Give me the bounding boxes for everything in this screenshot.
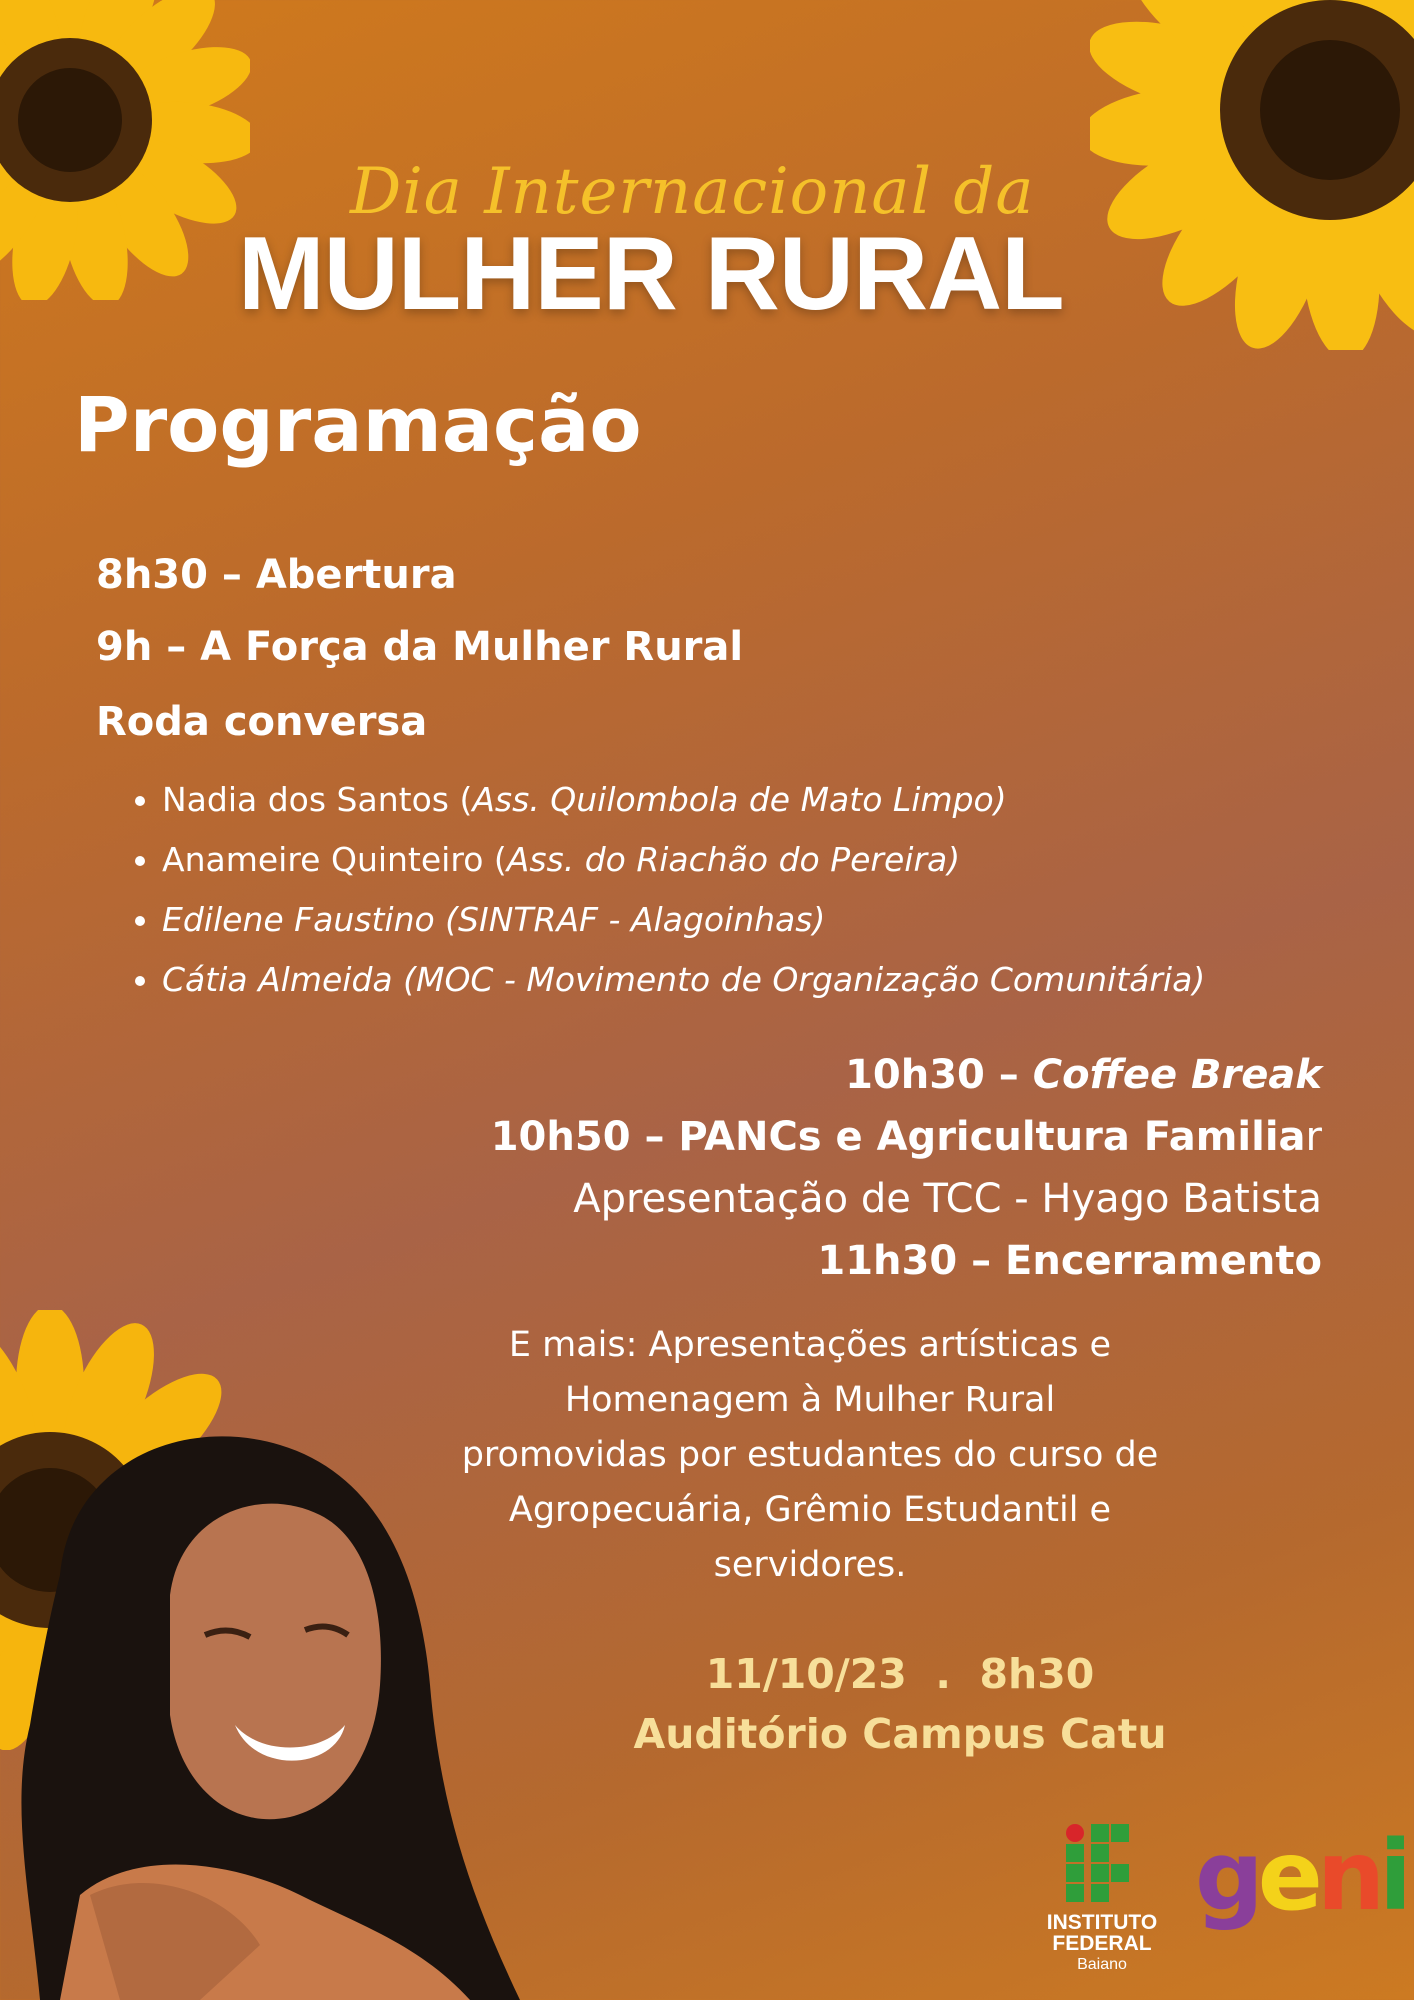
coffee-label: Coffee Break	[1032, 1052, 1322, 1098]
schedule-label: Abertura	[255, 552, 457, 598]
roda-conversa-heading: Roda conversa	[96, 699, 428, 745]
schedule-time: 9h	[96, 624, 153, 670]
header-subtitle: Dia Internacional da	[350, 155, 1035, 229]
if-baiano-logo	[1032, 1822, 1172, 1975]
if-logo-text: INSTITUTO FEDERAL Baiano	[1046, 1911, 1158, 1973]
more-info: E mais: Apresentações artísticas e Homenagem à Mulher Rural promovidas por estudantes do curso de Agropecuária, Grêmio Estudantil e servidores.	[461, 1325, 1159, 1585]
schedule-item-closing: 11h30 – Encerramento	[817, 1238, 1322, 1284]
sunflower-top-left-icon	[0, 0, 250, 300]
event-place: Auditório Campus Catu	[633, 1710, 1167, 1758]
schedule-item-forca: 9h – A Força da Mulher Rural	[96, 624, 744, 670]
list-item: • Nadia dos Santos (Ass. Quilombola de Mato Limpo)	[162, 775, 1362, 835]
tcc-line: Apresentação de TCC - Hyago Batista	[573, 1176, 1322, 1222]
geni-logo: geni	[1195, 1820, 1407, 1932]
list-item: • Edilene Faustino (SINTRAF - Alagoinhas)	[162, 895, 1362, 955]
page-title: MULHER RURAL	[238, 216, 1064, 332]
if-logo-icon	[1032, 1822, 1172, 1908]
schedule-item-coffee: 10h30 – Coffee Break	[845, 1052, 1322, 1098]
event-date: 11/10/23 . 8h30	[705, 1650, 1095, 1698]
program-heading: Programação	[74, 380, 642, 469]
schedule-item-opening: 8h30 – Abertura	[96, 552, 457, 598]
list-item: • Anameire Quinteiro (Ass. do Riachão do Pereira)	[162, 835, 1362, 895]
list-item: • Cátia Almeida (MOC - Movimento de Organização Comunitária)	[162, 955, 1362, 1015]
schedule-time: 8h30	[96, 552, 208, 598]
sunflower-top-right-icon	[1090, 0, 1414, 350]
schedule-item-pancs: 10h50 – PANCs e Agricultura Familiar	[490, 1114, 1322, 1160]
schedule-label: A Força da Mulher Rural	[200, 624, 744, 670]
speaker-list	[112, 775, 1362, 1015]
